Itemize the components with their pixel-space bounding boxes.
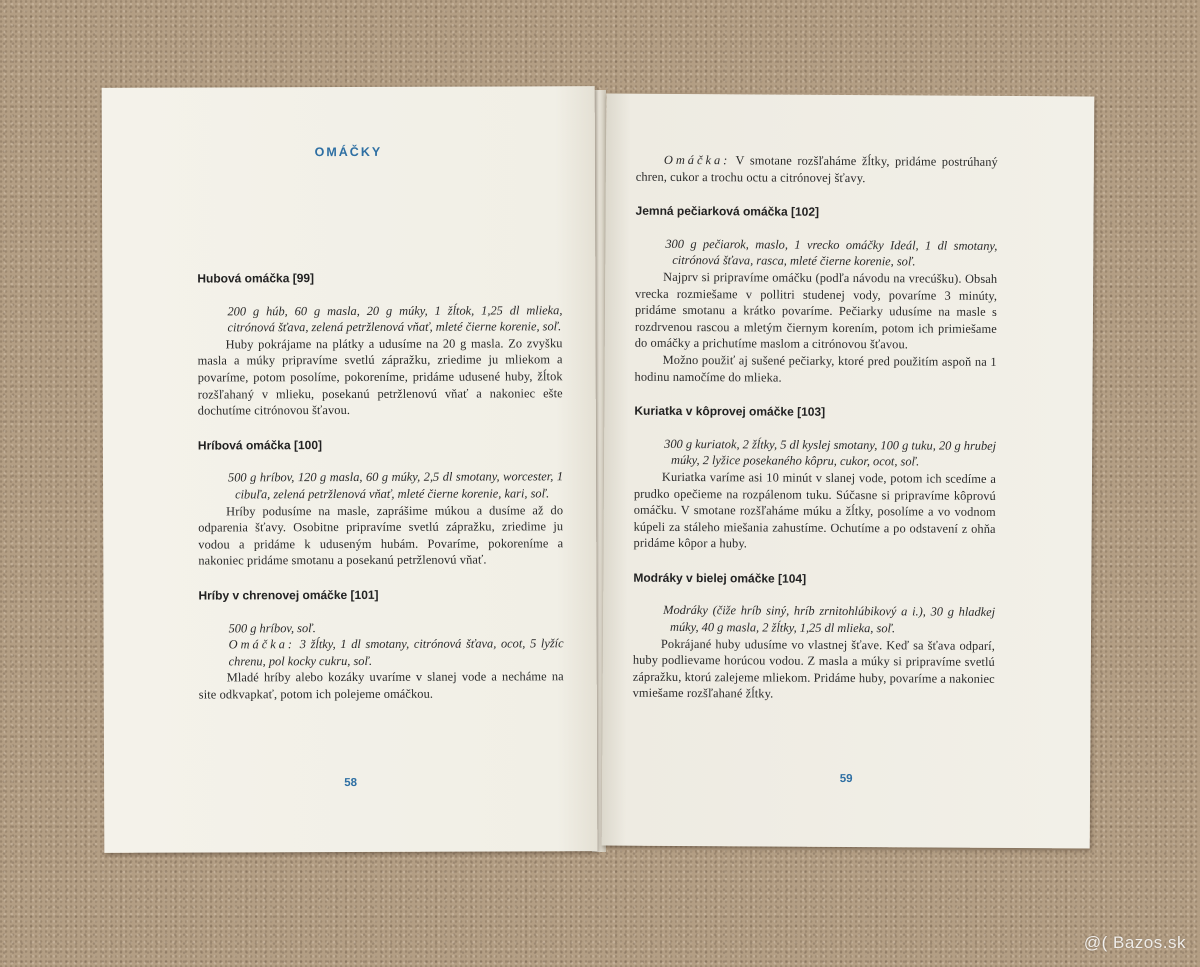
recipe-method-104: Pokrájané huby udusíme vo vlastnej šťave. Keď sa šťava odparí, huby podlievame horúcou vodou. Z masla a múky si pripravíme svetlú zápražku, ktorú zalejeme mliekom. Pridáme huby, povaríme a nakoniec vmiešame rozšľahané žĺtky. (632, 636, 995, 701)
sauce-text: 3 žĺtky, 1 dl smotany, citrónová šťava, ocot, 5 lyžíc chrenu, pol kocky cukru, soľ. (228, 636, 564, 669)
recipe-title-99: Hubová omáčka [99] (197, 271, 315, 286)
recipe-ingredients-104: Modráky (čiže hríb siný, hríb zrnitohlúbikový a i.), 30 g hladkej múky, 40 g masla, 2 žĺtky, 1,25 dl mlieka, soľ. (663, 603, 996, 636)
recipe-title-101: Hríby v chrenovej omáčke [101] (198, 587, 379, 603)
recipe-method-101: Mladé hríby alebo kozáky uvaríme v slanej vode a necháme na site odkvapkať, potom ich polejeme omáčkou. (198, 669, 564, 702)
sauce-label: Omáčka: (228, 637, 296, 652)
right-page (602, 94, 1095, 849)
recipe-title-102: Jemná pečiarková omáčka [102] (635, 203, 820, 220)
recipe-title-103: Kuriatka v kôprovej omáčke [103] (634, 403, 826, 419)
recipe-ingredients-103: 300 g kuriatok, 2 žĺtky, 5 dl kyslej smotany, 100 g tuku, 20 g hrubej múky, 2 lyžice posekaného kôpru, cukor, ocot, soľ. (664, 436, 997, 469)
page-number-right: 59 (839, 772, 853, 786)
recipe-method-103: Kuriatka varíme asi 10 minút v slanej vode, potom ich scedíme a prudko opečieme na rozpálenom tuku. Súčasne si pripravíme kôprovú omáčku. V smotane rozšľaháme múku a žĺtky, posolíme a vo vodnom kúpeli za stáleho miešania zahustíme. Ochutíme a po odstavení z ohňa pridáme kôpor a huby. (633, 469, 996, 551)
page-number-left: 58 (344, 776, 358, 790)
recipe-ingredients-99: 200 g húb, 60 g masla, 20 g múky, 1 žĺtok, 1,25 dl mlieka, citrónová šťava, zelená petržlenová vňať, mleté čierne korenie, soľ. (227, 302, 563, 335)
sauce-intro-label: Omáčka: (663, 152, 731, 168)
left-page-content (197, 269, 564, 703)
recipe-sauce-101 (199, 635, 564, 669)
recipe-title-104: Modráky v bielej omáčke [104] (633, 570, 807, 586)
section-heading: OMÁČKY (314, 144, 383, 160)
recipe-ingredients-101: 500 g hríbov, soľ. (228, 620, 316, 635)
recipe-method-100: Hríby podusíme na masle, zaprášime múkou a dusíme až do odparenia šťavy. Osobitne pripravíme svetlú zápražku, zriedime ju vodou a pridáme k uduseným hubám. Povaríme, pokoreníme a nakoniec pridáme smotanu a posekanú petržlenovú vňať. (198, 502, 564, 568)
sauce-intro-text: V smotane rozšľaháme žĺtky, pridáme postrúhaný chren, cukor a trochu octu a citrónovej šťavy. (635, 153, 998, 185)
site-watermark: @( Bazos.sk (1083, 933, 1186, 952)
recipe-title-100: Hríbová omáčka [100] (197, 437, 323, 453)
left-page (102, 86, 598, 853)
right-page-content (633, 152, 998, 704)
recipe-method-99: Huby pokrájame na plátky a udusíme na 20 g masla. Zo zvyšku masla a múky pripravíme svetlú zápražku, zriedime ju mliekom a povaríme, potom posolíme, pokoreníme, pridáme udusené huby, žĺtok rozšľahaný v mlieku, posekanú petržlenovú vňať a nakoniec ešte dochutíme citrónovou šťavou. (197, 336, 563, 418)
recipe-method-102: Najprv si pripravíme omáčku (podľa návodu na vrecúšku). Obsah vrecka rozmiešame v pollitri studenej vody, povaríme 3 minúty, pridáme smotanu a krátko povaríme. Pečiarky udusíme na masle s rozdrvenou rascou a mletým čiernym korením, potom ich primiešame do omáčky a prichutíme maslom a citrónovou šťavou. (634, 269, 998, 352)
recipe-ingredients-100: 500 g hríbov, 120 g masla, 60 g múky, 2,5 dl smotany, worcester, 1 cibuľa, zelená petržlenová vňať, mleté čierne korenie, kari, soľ. (228, 469, 564, 502)
recipe-note-102: Možno použiť aj sušené pečiarky, ktoré pred použitím aspoň na 1 hodinu namočíme do mlieka. (634, 352, 997, 385)
sauce-intro (636, 152, 998, 187)
recipe-ingredients-102: 300 g pečiarok, maslo, 1 vrecko omáčky Ideál, 1 dl smotany, citrónová šťava, rasca, mleté čierne korenie, soľ. (665, 236, 998, 269)
